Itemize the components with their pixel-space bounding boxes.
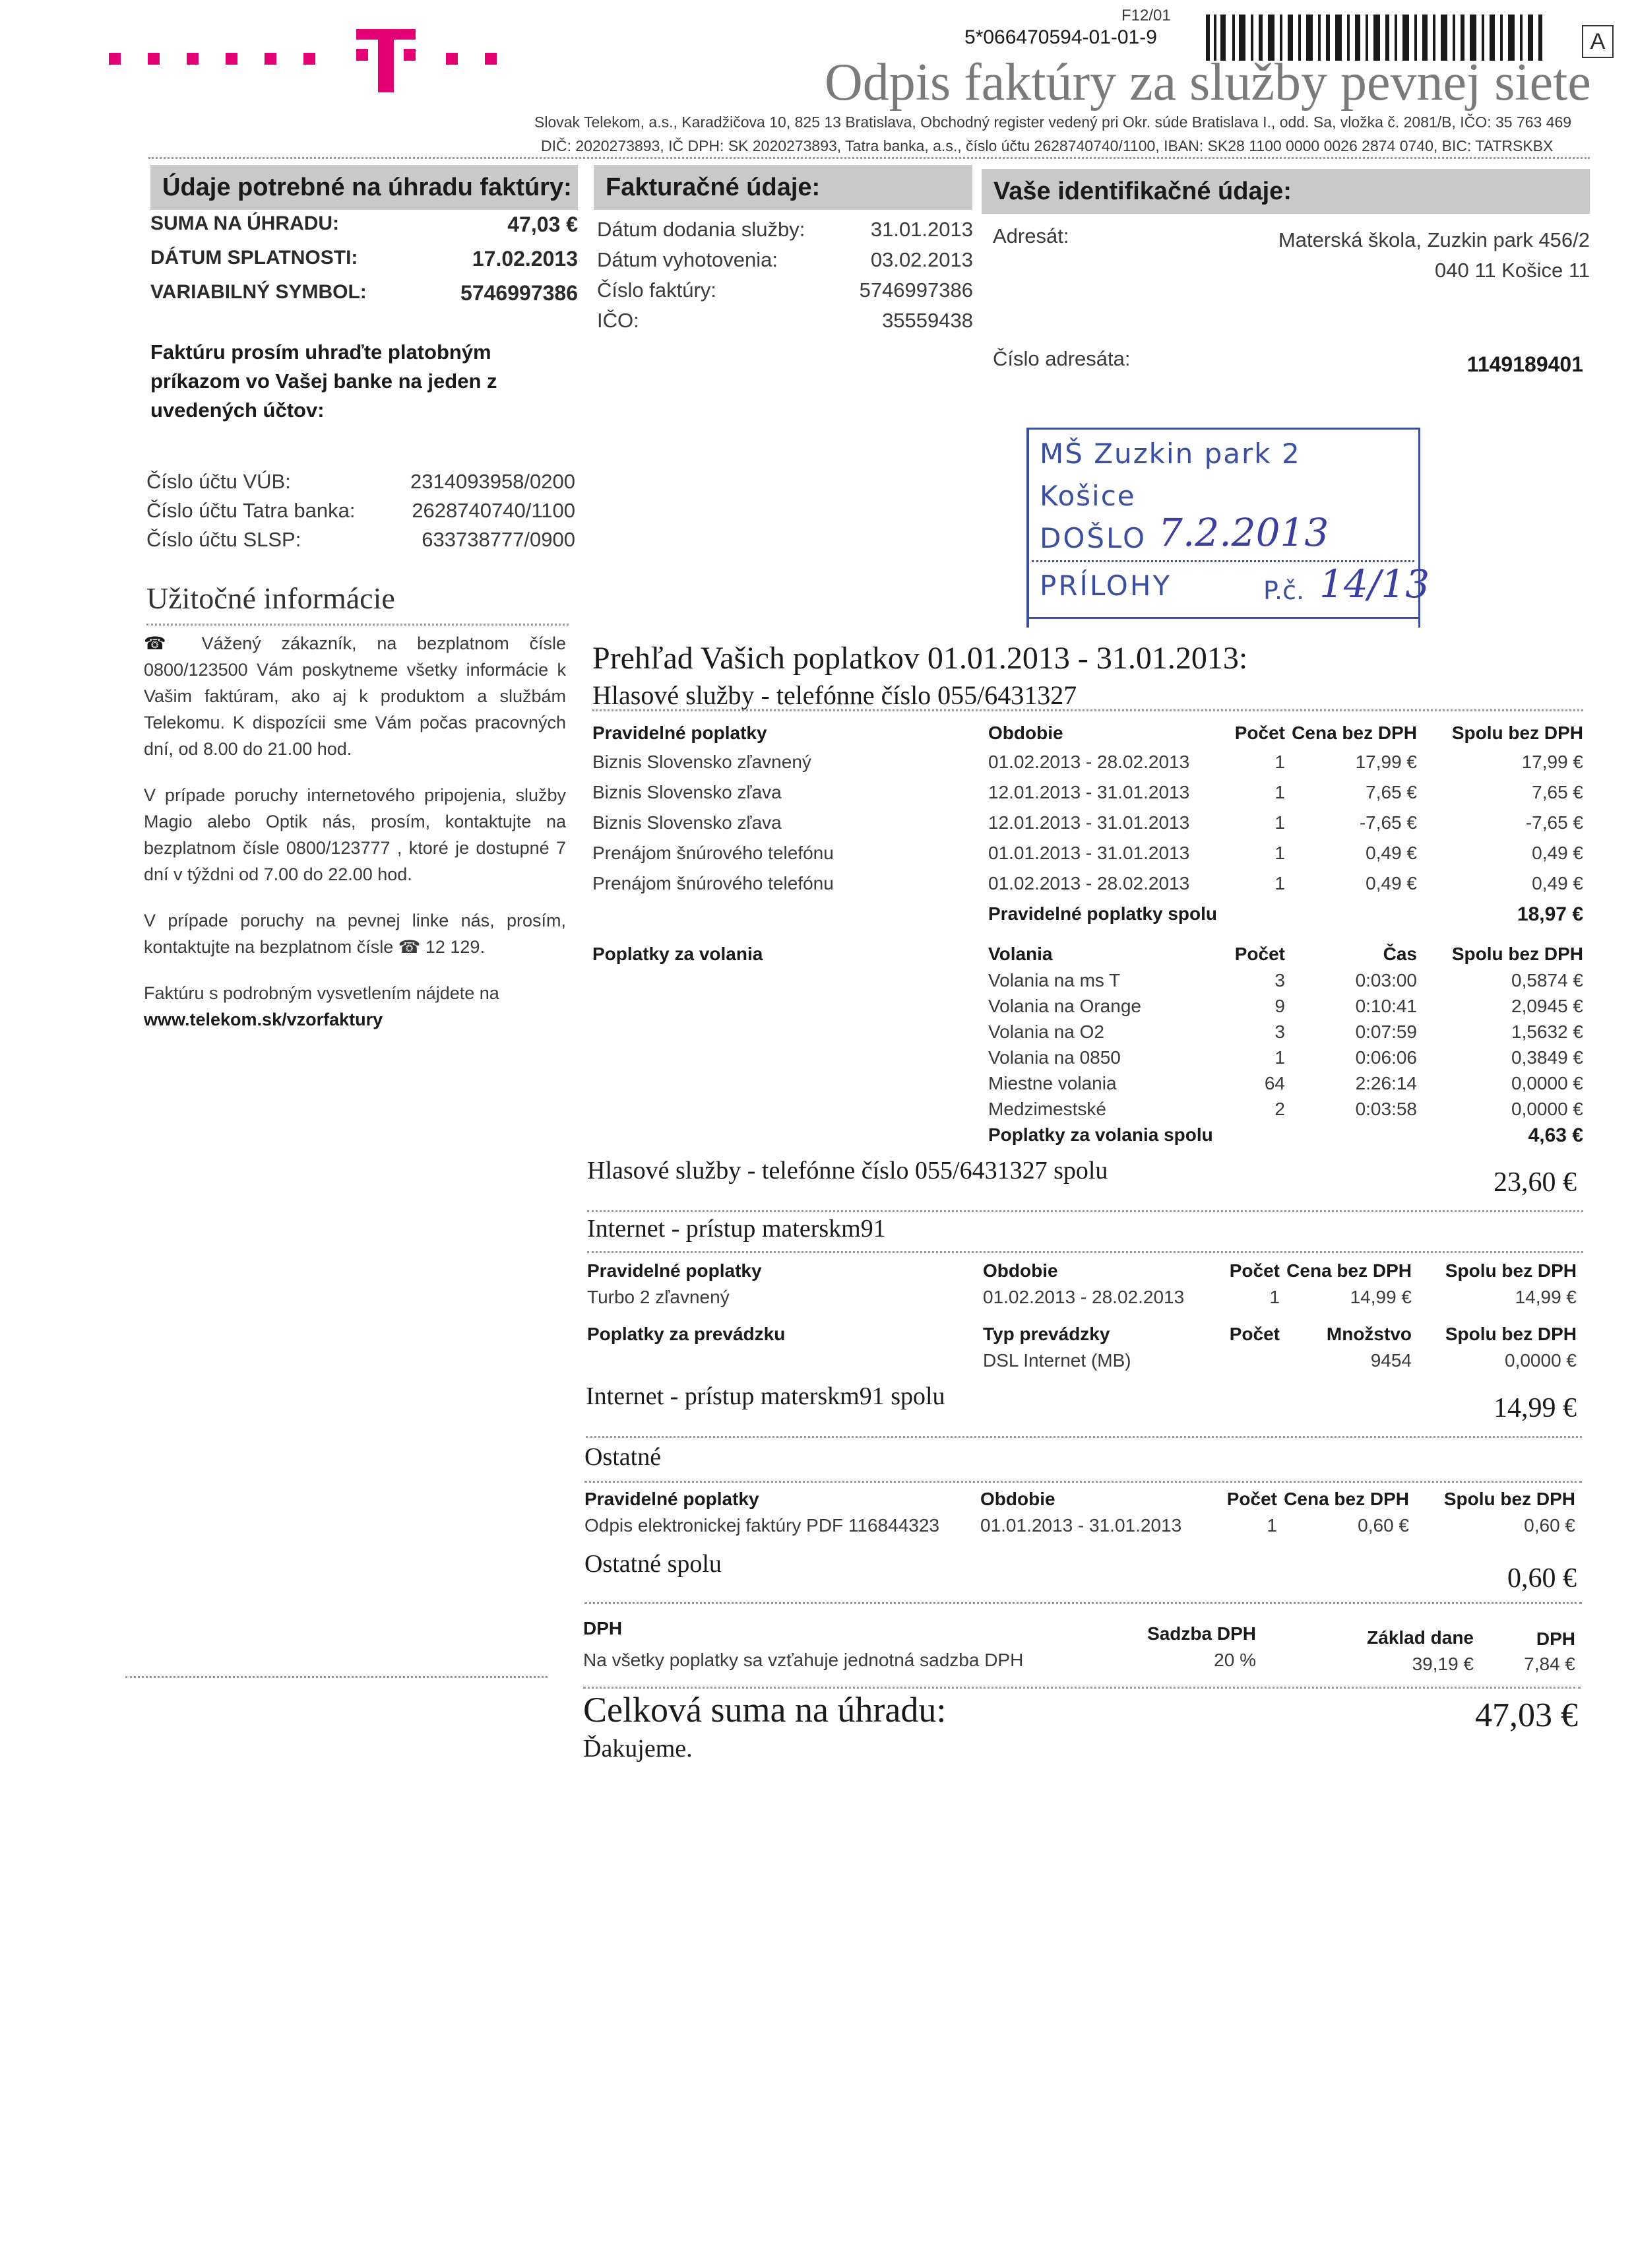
invoice-heading: Fakturačné údaje:	[594, 165, 972, 210]
payment-row-amount: SUMA NA ÚHRADU: 47,03 €	[150, 212, 578, 236]
table-row: Prenájom šnúrového telefónu 01.02.2013 - 28.02.2013 1 0,49 € 0,49 €	[592, 873, 1583, 893]
company-info-line2: DIČ: 2020273893, IČ DPH: SK 2020273893, Tatra banka, a.s., číslo účtu 2628740740/1100, IBAN: SK28 1100 0000 0026 2874 0740, BIC: TATRSKBX	[541, 137, 1554, 154]
vat-row: Na všetky poplatky sa vzťahuje jednotná sadzba DPH 20 % 39,19 € 7,84 €	[583, 1650, 1575, 1674]
other-table	[584, 1489, 1575, 1541]
brand-dots-right	[446, 53, 524, 68]
table-row: Biznis Slovensko zľava 12.01.2013 - 31.01.2013 1 -7,65 € -7,65 €	[592, 812, 1583, 833]
voice-total-divider	[587, 1210, 1583, 1212]
table-row: Volania na ms T 3 0:03:00 0,5874 €	[988, 970, 1583, 990]
account-tatra: Číslo účtu Tatra banka: 2628740740/1100	[146, 499, 575, 522]
other-header: Pravidelné poplatky Obdobie Počet Cena bez DPH Spolu bez DPH	[584, 1489, 1575, 1509]
internet-traffic-header: Poplatky za prevádzku Typ prevádzky Počet Množstvo Spolu bez DPH	[587, 1324, 1577, 1344]
invoice-row-number: Číslo faktúry: 5746997386	[597, 278, 973, 302]
company-info-line1: Slovak Telekom, a.s., Karadžičova 10, 825 13 Bratislava, Obchodný register vedený pri Okr. súde Bratislava I., odd. Sa, vložka č. 2081/B, IČO: 35 763 469	[534, 113, 1572, 131]
info-paragraph-fixed-line: V prípade poruchy na pevnej linke nás, prosím, kontaktujte na bezplatnom čísle ☎ 12 129.	[144, 911, 566, 957]
stamp-handwritten-date: 7.2.2013	[1158, 510, 1329, 555]
info-link[interactable]: www.telekom.sk/vzorfaktury	[144, 1010, 383, 1029]
table-row: Volania na 0850 1 0:06:06 0,3849 €	[988, 1047, 1583, 1068]
voice-section-total-label: Hlasové služby - telefónne číslo 055/6431327 spolu	[587, 1157, 1108, 1184]
addressee-number: 1149189401	[1466, 352, 1583, 376]
payment-heading: Údaje potrebné na úhradu faktúry:	[150, 165, 578, 210]
other-section-total: 0,60 €	[1507, 1563, 1577, 1594]
payment-note: Faktúru prosím uhraďte platobným príkazom vo Vašej banke na jeden z uvedených účtov:	[150, 340, 497, 422]
info-paragraph-link-intro: Faktúru s podrobným vysvetlením nájdete na	[144, 983, 499, 1003]
vat-header: DPH Sadzba DPH Základ dane DPH	[583, 1618, 1575, 1649]
voice-calls-table	[592, 944, 1583, 1151]
addressee-number-label: Číslo adresáta:	[993, 347, 1131, 370]
table-row: DSL Internet (MB) 9454 0,0000 €	[983, 1350, 1577, 1371]
addressee-label: Adresát:	[993, 224, 1069, 247]
thanks-text: Ďakujeme.	[583, 1735, 693, 1763]
internet-section-total: 14,99 €	[1494, 1393, 1577, 1423]
stamp-handwritten-number: 14/13	[1319, 562, 1430, 606]
table-row: Prenájom šnúrového telefónu 01.01.2013 - 31.01.2013 1 0,49 € 0,49 €	[592, 843, 1583, 863]
internet-divider	[587, 1251, 1583, 1253]
invoice-row-issue: Dátum vyhotovenia: 03.02.2013	[597, 248, 973, 271]
voice-divider	[592, 709, 1583, 711]
grand-total: 47,03 €	[1475, 1697, 1578, 1734]
corner-letter-box: A	[1582, 25, 1614, 58]
stamp-line1: MŠ Zuzkin park 2	[1040, 437, 1301, 470]
stamp-line2: Košice	[1040, 480, 1136, 512]
info-paragraph-internet: V prípade poruchy internetového pripojenia, služby Magio alebo Optik nás, prosím, kontaktujte na bezplatnom čísle 0800/123777 , ktoré je dostupné 7 dní v týždni od 7.00 do 22.00 hod.	[144, 785, 566, 884]
form-code: F12/01	[1121, 7, 1171, 24]
table-row: Miestne volania 64 2:26:14 0,0000 €	[988, 1073, 1583, 1093]
other-section-total-label: Ostatné spolu	[584, 1550, 722, 1578]
bank-accounts	[146, 470, 575, 557]
document-number: 5*066470594-01-01-9	[964, 26, 1157, 48]
left-footer-divider	[125, 1676, 548, 1678]
voice-section-total: 23,60 €	[1494, 1167, 1577, 1198]
invoice-rows	[597, 218, 973, 339]
stamp-line4-pc: P.č.	[1263, 576, 1305, 605]
stamp-line3-label: DOŠLO	[1040, 522, 1147, 554]
internet-total-divider	[586, 1436, 1582, 1438]
telekom-logo	[356, 20, 416, 92]
overview-title: Prehľad Vašich poplatkov 01.01.2013 - 31.01.2013:	[592, 641, 1248, 676]
internet-section-total-label: Internet - prístup materskm91 spolu	[586, 1382, 945, 1410]
info-divider	[146, 624, 569, 626]
table-row: Biznis Slovensko zľava 12.01.2013 - 31.01.2013 1 7,65 € 7,65 €	[592, 782, 1583, 802]
voice-regular-sum: Pravidelné poplatky spolu 18,97 €	[988, 903, 1583, 925]
table-row: Medzimestské 2 0:03:58 0,0000 €	[988, 1099, 1583, 1119]
received-stamp	[1026, 428, 1430, 628]
table-row: Biznis Slovensko zľavnený 01.02.2013 - 28.02.2013 1 17,99 € 17,99 €	[592, 752, 1583, 772]
brand-dots-left	[109, 53, 342, 68]
internet-table	[587, 1260, 1577, 1377]
table-row: Odpis elektronickej faktúry PDF 116844323 01.01.2013 - 31.01.2013 1 0,60 € 0,60 €	[584, 1515, 1575, 1536]
info-paragraph-hotline: ☎ Vážený zákazník, na bezplatnom čísle 0800/123500 Vám poskytneme všetky informácie k Vašim faktúram, ako aj k produktom a službám Telekomu. K dispozícii sme Vám počas pracovných dní, od 8.00 do 21.00 hod.	[144, 633, 566, 759]
payment-rows	[150, 212, 578, 315]
page-title: Odpis faktúry za služby pevnej siete	[825, 53, 1591, 112]
stamp-bottom-line	[1029, 617, 1418, 619]
stamp-line4-label: PRÍLOHY	[1040, 569, 1172, 602]
addressee-line1: Materská škola, Zuzkin park 456/2	[1278, 228, 1590, 251]
table-row: Volania na Orange 9 0:10:41 2,0945 €	[988, 996, 1583, 1016]
table-row: Volania na O2 3 0:07:59 1,5632 €	[988, 1021, 1583, 1042]
info-text	[144, 630, 566, 1033]
account-slsp: Číslo účtu SLSP: 633738777/0900	[146, 528, 575, 551]
voice-calls-sum: Poplatky za volania spolu 4,63 €	[988, 1124, 1583, 1146]
other-title: Ostatné	[584, 1443, 662, 1471]
voice-title: Hlasové služby - telefónne číslo 055/6431327	[592, 680, 1077, 710]
other-total-divider	[584, 1602, 1582, 1604]
table-row: Turbo 2 zľavnený 01.02.2013 - 28.02.2013 1 14,99 € 14,99 €	[587, 1287, 1577, 1307]
payment-row-due-date: DÁTUM SPLATNOSTI: 17.02.2013	[150, 247, 578, 271]
internet-regular-header: Pravidelné poplatky Obdobie Počet Cena bez DPH Spolu bez DPH	[587, 1260, 1577, 1281]
voice-regular-header: Pravidelné poplatky Obdobie Počet Cena bez DPH Spolu bez DPH	[592, 723, 1583, 743]
header-divider	[148, 157, 1590, 159]
identification-heading: Vaše identifikačné údaje:	[982, 169, 1590, 214]
other-divider	[584, 1481, 1582, 1483]
vat-table	[583, 1615, 1575, 1679]
addressee-line2: 040 11 Košice 11	[1435, 259, 1590, 282]
voice-regular-table	[592, 723, 1583, 934]
grand-total-label: Celková suma na úhradu:	[583, 1690, 947, 1730]
vat-divider	[583, 1687, 1581, 1689]
invoice-row-ico: IČO: 35559438	[597, 309, 973, 332]
invoice-row-delivery: Dátum dodania služby: 31.01.2013	[597, 218, 973, 241]
voice-calls-header: Poplatky za volania Volania Počet Čas Spolu bez DPH	[592, 944, 1583, 964]
internet-title: Internet - prístup materskm91	[587, 1215, 886, 1243]
phone-icon: ☎	[144, 633, 202, 653]
payment-row-variable-symbol: VARIABILNÝ SYMBOL: 5746997386	[150, 281, 578, 305]
account-vub: Číslo účtu VÚB: 2314093958/0200	[146, 470, 575, 493]
info-heading: Užitočné informácie	[146, 581, 395, 615]
